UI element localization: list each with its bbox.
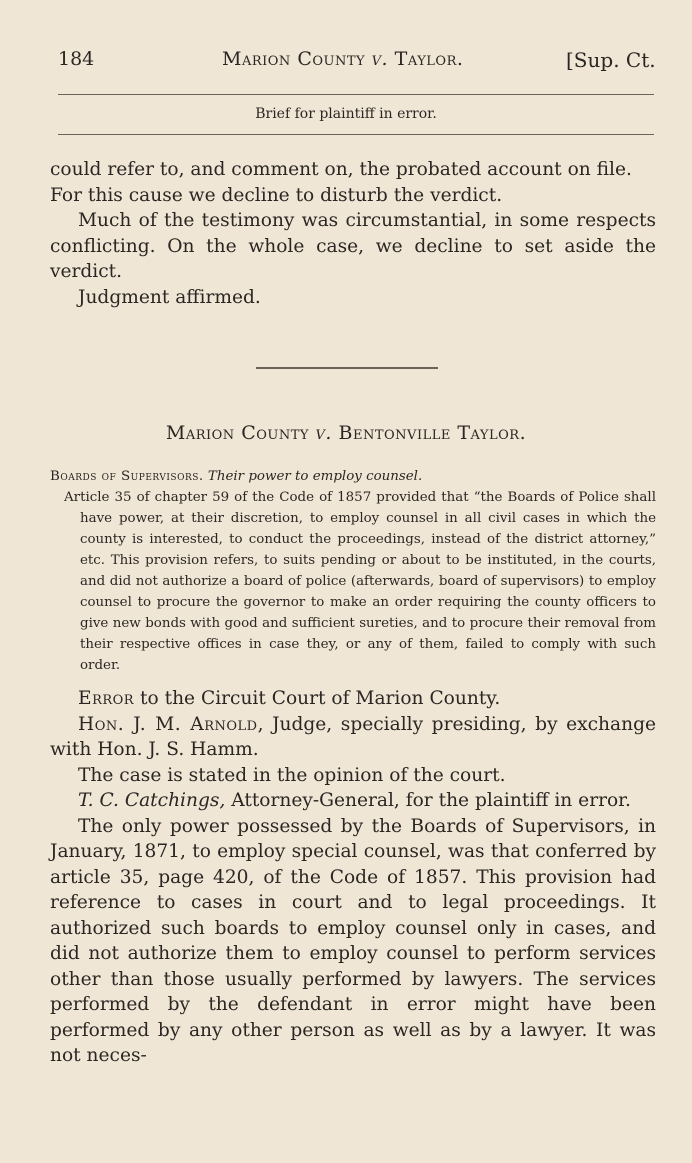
header-rule: [58, 94, 654, 95]
previous-case-text: [50, 157, 656, 310]
brief-paragraph: The only power possessed by the Boards of Supervisors, in January, 1871, to employ special counsel, was that conferred by article 35, page 420, of the Code of 1857. This provision had reference to cases in court and to legal proceedings. It authorized such boards to employ counsel only in cases, and did not authorize them to employ counsel to perform services other than those usually performed by lawyers. The services performed by the defendant in error might have been performed by any other person as well as by a lawyer. It was not neces-: [50, 815, 656, 1066]
case-separator-rule: [256, 367, 438, 369]
syllabus-head: Boards of Supervisors. Their power to employ counsel.: [50, 469, 423, 484]
subheader-rule: [58, 134, 654, 135]
error-line: Error to the Circuit Court of Marion County.: [78, 688, 501, 709]
court-label: [Sup. Ct.: [566, 48, 656, 72]
case-title: Marion County v. Bentonville Taylor.: [165, 422, 527, 444]
judge-line: Hon. J. M. Arnold, Judge, specially presiding, by exchange with Hon. J. S. Hamm.: [50, 713, 656, 760]
running-title: Marion County v. Taylor.: [222, 48, 464, 70]
case-stated-line: The case is stated in the opinion of the court.: [78, 764, 506, 786]
judgment-line: Judgment affirmed.: [78, 286, 261, 308]
syllabus: [50, 466, 656, 676]
paragraph: Much of the testimony was circumstantial, in some respects conflicting. On the whole case, we decline to set aside the verdict.: [50, 210, 656, 282]
brief-subheader: Brief for plaintiff in error.: [255, 106, 437, 122]
counsel-line: T. C. Catchings, Attorney-General, for the plaintiff in error.: [78, 790, 631, 811]
page-number: 184: [58, 48, 95, 70]
paragraph-line: could refer to, and comment on, the probated account on file.: [50, 159, 632, 180]
syllabus-text: Article 35 of chapter 59 of the Code of 1857 provided that “the Boards of Police shall have power, at their discretion, to employ counsel in all civil cases in which the county is interested, to conduct the proceedings, instead of the district attorney,” etc. This provision refers, to suits pending or about to be instituted, in the courts, and did not authorize a board of police (afterwards, board of supervisors) to employ counsel to procure the governor to make an order requiring the county officers to give new bonds with good and sufficient sureties, and to procure their removal from their respective offices in case they, or any of them, failed to comply with such order.: [64, 490, 656, 673]
brief-section: [50, 686, 656, 1069]
paragraph-line: For this cause we decline to disturb the verdict.: [50, 184, 503, 206]
